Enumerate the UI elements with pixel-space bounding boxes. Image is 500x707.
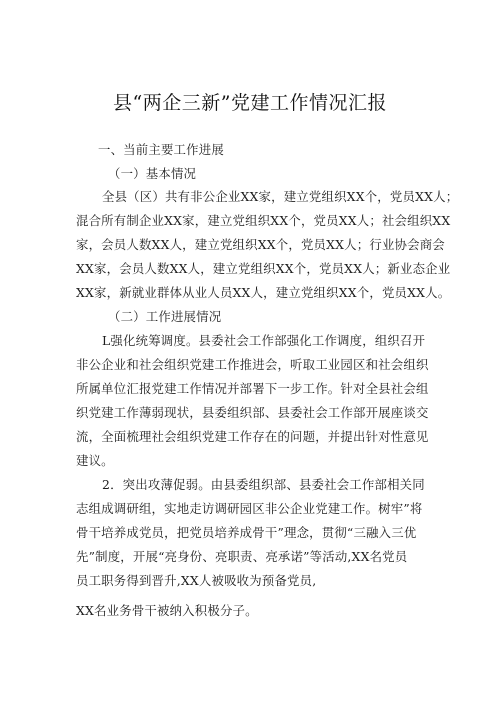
subsection-heading: （二）工作进展情况 bbox=[108, 309, 222, 324]
paragraph-line: XX名业务骨干被纳入积极分子。 bbox=[76, 603, 258, 618]
paragraph-line: 织党建工作薄弱现状，县委组织部、县委社会工作部开展座谈交 bbox=[76, 405, 429, 420]
paragraph-line: 员工职务得到晋升,XX人被吸收为预备党员, bbox=[76, 573, 317, 588]
paragraph-line: 志组成调研组，实地走访调研园区非公企业党建工作。树牢”将 bbox=[76, 501, 423, 516]
paragraph-line: 流，全面梳理社会组织党建工作存在的问题，并提出针对性意见 bbox=[76, 429, 429, 444]
paragraph-line: XX家，会员人数XX人，建立党组织XX个，党员XX人；新业态企业 bbox=[76, 261, 451, 276]
subsection-heading: （一）基本情况 bbox=[108, 166, 197, 181]
paragraph-line: L强化统筹调度。县委社会工作部强化工作调度，组织召开 bbox=[102, 333, 426, 348]
paragraph-line: 非公企业和社会组织党建工作推进会，听取工业园区和社会组织 bbox=[76, 357, 429, 372]
paragraph-line: 家，会员人数XX人，建立党组织XX个，党员XX人；行业协会商会 bbox=[76, 237, 445, 252]
document-title: 县“两企三新”党建工作情况汇报 bbox=[113, 92, 387, 114]
paragraph-line: 全县（区）共有非公企业XX家，建立党组织XX个，党员XX人； bbox=[102, 189, 459, 204]
paragraph-line: 先”制度，开展“亮身份、亮职责、亮承诺”等活动,XX名党员 bbox=[76, 549, 408, 564]
section-heading: 一、当前主要工作进展 bbox=[98, 142, 224, 157]
paragraph-line: XX家，新就业群体从业人员XX人，建立党组织XX个，党员XX人。 bbox=[76, 285, 451, 300]
paragraph-line: 混合所有制企业XX家，建立党组织XX个，党员XX人；社会组织XX bbox=[76, 213, 451, 228]
paragraph-line: 2．突出攻薄促弱。由县委组织部、县委社会工作部相关同 bbox=[102, 477, 425, 492]
paragraph-line: 建议。 bbox=[76, 453, 114, 468]
paragraph-line: 所属单位汇报党建工作情况并部署下一步工作。针对全县社会组 bbox=[76, 381, 429, 396]
paragraph-line: 骨干培养成党员，把党员培养成骨干”理念，贯彻“三融入三优 bbox=[76, 525, 417, 540]
